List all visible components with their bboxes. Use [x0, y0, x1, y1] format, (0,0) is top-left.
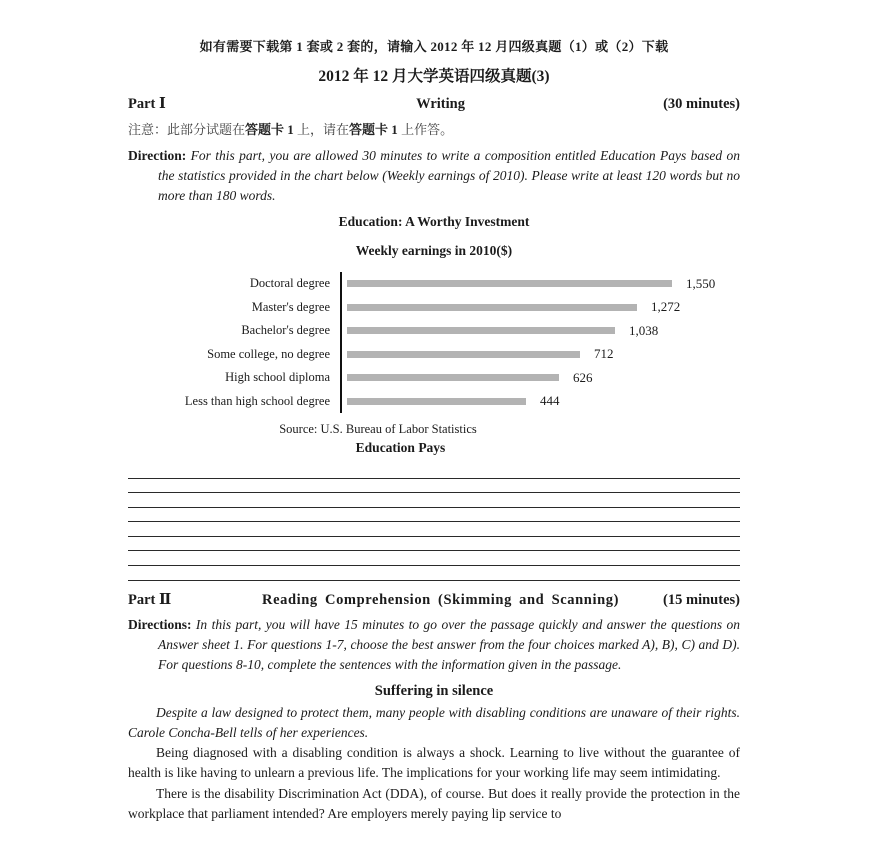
notice-segment: 上，请在: [293, 122, 350, 137]
chart-bar-area: [340, 272, 740, 296]
writing-line: [128, 522, 740, 537]
chart-category-label: Bachelor's degree: [241, 323, 330, 338]
writing-lines: [128, 464, 740, 581]
reading-directions-text: In this part, you will have 15 minutes to go over the passage quickly and answer the questions on Answer sheet 1. For questions 1-7, choose the best answer from the four choices marked A), B), C) and D). For questions 8-10, complete the sentences with the information given in the passage.: [158, 616, 740, 672]
chart-bar-area: [340, 319, 740, 343]
writing-line: [128, 566, 740, 581]
chart-bar: [347, 280, 672, 287]
document-title: 2012 年 12 月大学英语四级真题(3): [318, 68, 550, 85]
chart-value-label: 1,550: [686, 275, 716, 291]
chart-row: [128, 342, 740, 366]
earnings-bar-chart: [128, 214, 740, 456]
chart-category-label: Some college, no degree: [207, 346, 330, 361]
writing-line: [128, 464, 740, 479]
chart-value-label: 1,272: [651, 299, 681, 315]
chart-bar: [347, 398, 526, 405]
chart-bar-area: [340, 295, 740, 319]
chart-caption: Education Pays: [355, 439, 446, 455]
writing-line: [128, 537, 740, 552]
part2-label: Part Ⅱ: [128, 591, 172, 608]
chart-title: Education: A Worthy Investment: [338, 213, 530, 229]
part1-duration: (30 minutes): [663, 96, 740, 112]
notice-line: [128, 119, 740, 138]
chart-row: [128, 319, 740, 343]
passage-intro: Despite a law designed to protect them, many people with disabling conditions are unaware of their rights. Carole Concha-Bell tells of her experiences.: [128, 704, 740, 740]
chart-bar-area: [340, 366, 740, 390]
writing-line: [128, 479, 740, 494]
passage-paragraph-2: There is the disability Discrimination Act (DDA), of course. But does it really provide the protection in the workplace that parliament intended? Are employers merely paying lip service to: [128, 785, 740, 821]
reading-directions: [128, 615, 740, 675]
chart-row: [128, 272, 740, 296]
part1-heading: [128, 95, 740, 113]
part2-duration: (15 minutes): [663, 591, 740, 608]
chart-row: [128, 295, 740, 319]
chart-bar-area: [340, 342, 740, 366]
notice-segment: 答题卡 1: [349, 122, 398, 137]
download-note: 如有需要下载第 1 套或 2 套的，请输入 2012 年 12 月四级真题（1）或（2）下载: [199, 39, 669, 54]
part1-title: Writing: [416, 96, 465, 112]
chart-bar: [347, 351, 580, 358]
chart-bar-area: [340, 389, 740, 413]
chart-value-label: 626: [573, 369, 593, 385]
writing-line: [128, 493, 740, 508]
writing-line: [128, 551, 740, 566]
passage-paragraph-1: Being diagnosed with a disabling condition is always a shock. Learning to live without the guarantee of health is like having to unlearn a previous life. The implications for your working life may seem intimidating.: [128, 745, 740, 781]
chart-value-label: 1,038: [629, 322, 659, 338]
chart-category-label: Master's degree: [251, 299, 330, 314]
chart-subtitle: Weekly earnings in 2010($): [355, 242, 513, 258]
part2-title: Reading Comprehension (Skimming and Scanning): [262, 591, 620, 608]
chart-bar: [347, 374, 559, 381]
chart-row: [128, 366, 740, 390]
chart-category-label: High school diploma: [225, 370, 330, 385]
chart-row: [128, 389, 740, 413]
chart-category-label: Doctoral degree: [249, 276, 330, 291]
chart-bar: [347, 304, 637, 311]
chart-rows: [128, 272, 740, 413]
part1-label: Part Ⅰ: [128, 96, 166, 112]
writing-directions-label: Direction:: [128, 148, 187, 163]
chart-bar: [347, 327, 615, 334]
notice-segment: 上作答。: [397, 122, 454, 137]
part2-heading: [128, 591, 740, 609]
notice-segment: 答题卡 1: [245, 122, 294, 137]
chart-value-label: 712: [594, 346, 614, 362]
reading-directions-label: Directions:: [128, 616, 192, 632]
writing-directions-text: For this part, you are allowed 30 minutes to write a composition entitled Education Pays based on the statistics provided in the chart below (Weekly earnings of 2010). Please write at least 120 words but no more than 180 words.: [158, 148, 740, 203]
chart-value-label: 444: [540, 393, 560, 409]
writing-line: [128, 508, 740, 523]
chart-category-label: Less than high school degree: [184, 393, 330, 408]
chart-source: Source: U.S. Bureau of Labor Statistics: [279, 421, 477, 436]
passage-title: Suffering in silence: [374, 682, 494, 699]
writing-directions: [128, 146, 740, 206]
notice-segment: 注意：此部分试题在: [128, 122, 246, 137]
